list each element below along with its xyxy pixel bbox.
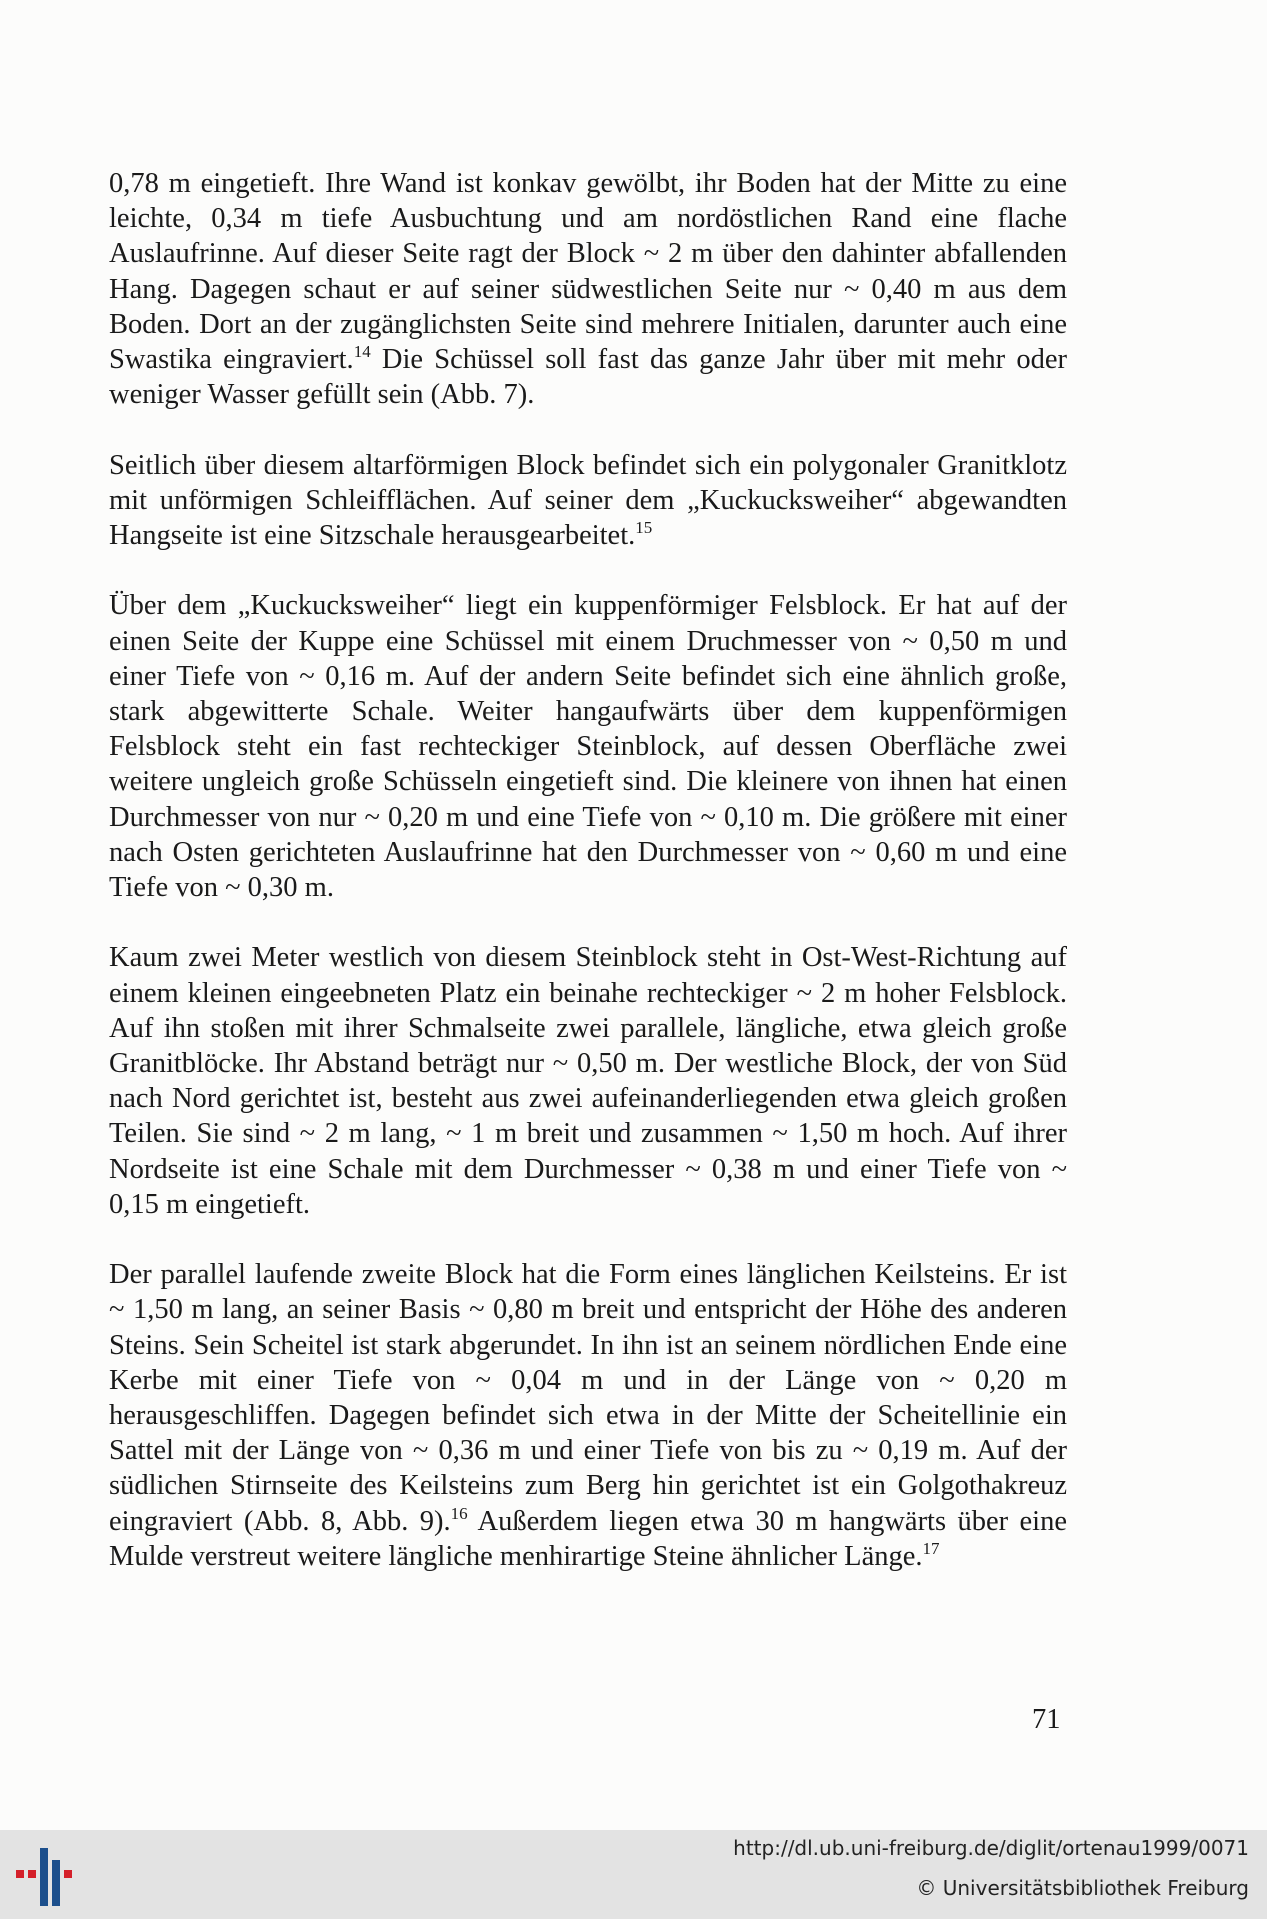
page-number: 71 (1032, 1704, 1061, 1735)
paragraph-1-text: 0,78 m eingetieft. Ihre Wand ist konkav gewölbt, ihr Boden hat der Mitte zu eine leichte, 0,34 m tiefe Ausbuchtung und am nordöstlichen Rand eine flache Auslaufrinne. Auf dieser Seite ragt der Block ~ 2 m über den dahinter abfallenden Hang. Dagegen schaut er auf seiner südwestlichen Seite nur ~ 0,40 m aus dem Boden. Dort an der zugänglichsten Seite sind mehrere Initialen, darunter auch eine Swastika eingraviert. (109, 168, 1067, 376)
paragraph-5-tail: Außerdem liegen etwa 30 m hangwärts über eine Mulde verstreut weitere längliche menhirartige Steine ähnlicher Länge. (109, 1505, 1067, 1572)
paragraph-1 (109, 166, 1067, 412)
body-text (109, 166, 1067, 1574)
paragraph-5-text: Der parallel laufende zweite Block hat die Form eines länglichen Keilsteins. Er ist ~ 1,50 m lang, an seiner Basis ~ 0,80 m breit und entspricht der Höhe des anderen Steins. Sein Scheitel ist stark abgerundet. In ihn ist an seinem nördlichen Ende eine Kerbe mit einer Tiefe von ~ 0,04 m und in der Länge von ~ 0,20 m herausgeschliffen. Dagegen befindet sich etwa in der Mitte der Scheitellinie ein Sattel mit der Länge von ~ 0,36 m und einer Tiefe von bis zu ~ 0,19 m. Auf der südlichen Stirnseite des Keilsteins zum Berg hin gerichtet ist ein Golgothakreuz eingraviert (Abb. 8, Abb. 9). (109, 1259, 1067, 1537)
paragraph-2-text: Seitlich über diesem altarförmigen Block befindet sich ein polygonaler Granitklotz mit unförmigen Schleifflächen. Auf seiner dem „Kuckucksweiher“ abgewandten Hangseite ist eine Sitzschale herausgearbeitet. (109, 449, 1067, 552)
ub-freiburg-logo-icon (14, 1840, 84, 1910)
paragraph-4 (109, 940, 1067, 1222)
paragraph-1-tail: Die Schüssel soll fast das ganze Jahr über mit mehr oder weniger Wasser gefüllt sein (Abb. 7). (109, 344, 1067, 411)
footer-bar (0, 1830, 1267, 1919)
footnote-ref-15: 15 (635, 518, 653, 538)
paragraph-2 (109, 448, 1067, 554)
paragraph-5 (109, 1257, 1067, 1574)
source-url-link[interactable]: http://dl.ub.uni-freiburg.de/diglit/ortenau1999/0071 (733, 1836, 1249, 1860)
paragraph-3-text: Über dem „Kuckucksweiher“ liegt ein kuppenförmiger Felsblock. Er hat auf der einen Seite der Kuppe eine Schüssel mit einem Druchmesser von ~ 0,50 m und einer Tiefe von ~ 0,16 m. Auf der andern Seite befindet sich eine ähnlich große, stark abgewitterte Schale. Weiter hangaufwärts über dem kuppenförmigen Felsblock steht ein fast rechteckiger Steinblock, auf dessen Oberfläche zwei weitere ungleich große Schüsseln eingetieft sind. Die kleinere von ihnen hat einen Durchmesser von nur ~ 0,20 m und eine Tiefe von ~ 0,10 m. Die größere mit einer nach Osten gerichteten Auslaufrinne hat den Durchmesser von ~ 0,60 m und eine Tiefe von ~ 0,30 m. (109, 590, 1067, 904)
copyright-notice: © Universitätsbibliothek Freiburg (916, 1876, 1249, 1900)
footnote-ref-17: 17 (922, 1538, 940, 1558)
paragraph-4-text: Kaum zwei Meter westlich von diesem Steinblock steht in Ost-West-Richtung auf einem kleinen eingeebneten Platz ein beinahe rechteckiger ~ 2 m hoher Felsblock. Auf ihn stoßen mit ihrer Schmalseite zwei parallele, längliche, etwa gleich große Granitblöcke. Ihr Abstand beträgt nur ~ 0,50 m. Der westliche Block, der von Süd nach Nord gerichtet ist, besteht aus zwei aufeinanderliegenden etwa gleich großen Teilen. Sie sind ~ 2 m lang, ~ 1 m breit und zusammen ~ 1,50 m hoch. Auf ihrer Nordseite ist eine Schale mit dem Durchmesser ~ 0,38 m und einer Tiefe von ~ 0,15 m eingetieft. (109, 942, 1067, 1220)
paragraph-3 (109, 588, 1067, 905)
footnote-ref-16: 16 (450, 1503, 468, 1523)
footnote-ref-14: 14 (353, 342, 371, 362)
